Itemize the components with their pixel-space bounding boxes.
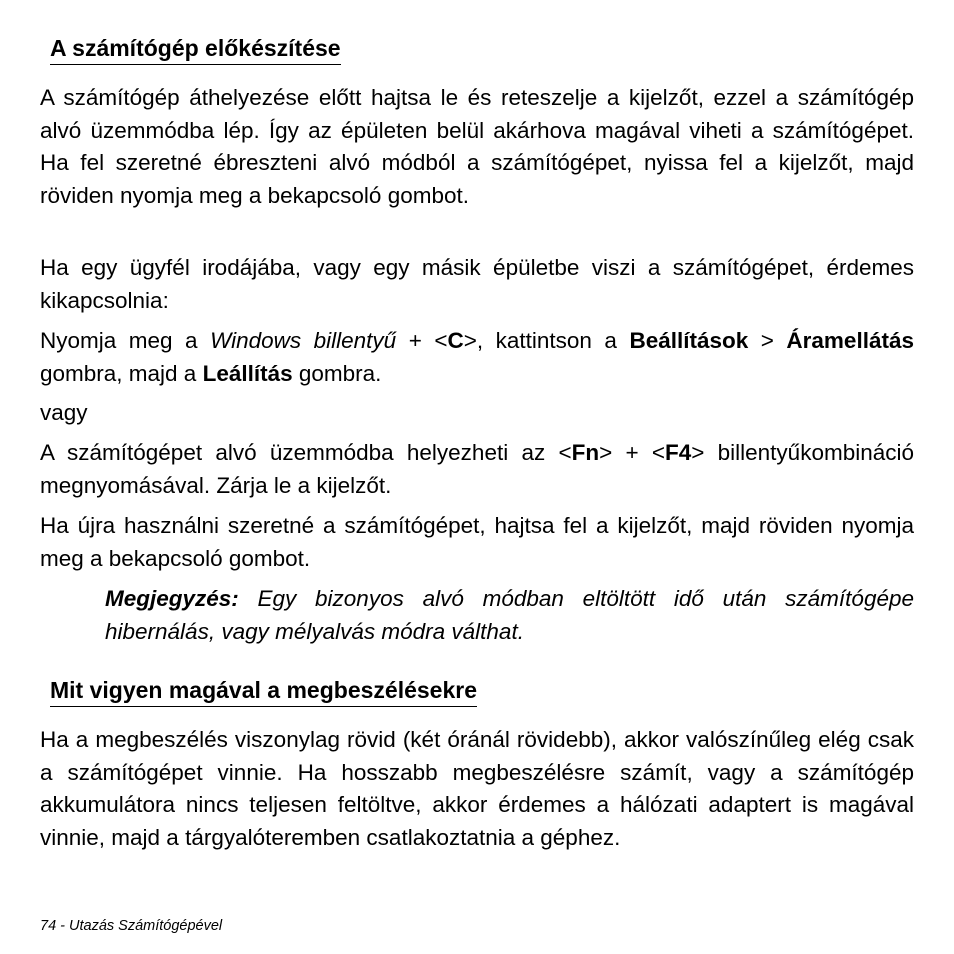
key-c-text: C (447, 328, 464, 353)
text-segment: gombra. (292, 360, 382, 386)
note-text: Egy bizonyos alvó módban eltöltött idő után számítógépe hibernálás, vagy mélyalvás módra válthat. (105, 586, 914, 644)
paragraph-meetings: Ha a megbeszélés viszonylag rövid (két óránál rövidebb), akkor valószínűleg elég csak a számítógépet vinnie. Ha hosszabb megbeszélésre számít, vagy a számítógép akkumulátora nincs teljesen feltöltve, akkor érdemes a hálózati adaptert is magával vinnie, majd a tárgyalóteremben csatlakoztatnia a géphez. (40, 727, 914, 850)
text-segment: > billentyűkombináció megnyomásával. Zárja le a kijelzőt. (40, 440, 915, 498)
paragraph-resume: Ha újra használni szeretné a számítógépet, hajtsa fel a kijelzőt, majd röviden nyomja meg a bekapcsoló gombot. (40, 513, 914, 571)
shutdown-text: Leállítás (202, 360, 293, 386)
section-title-meetings: Mit vigyen magával a megbeszélésekre (50, 676, 477, 707)
paragraph-shutdown-steps (40, 325, 914, 390)
note-label: Megjegyzés: (105, 586, 239, 611)
windows-key-text: Windows billentyű (210, 328, 397, 353)
text-segment: >, kattintson a (463, 328, 630, 353)
paragraph-move-computer: A számítógép áthelyezése előtt hajtsa le és reteszelje a kijelzőt, ezzel a számítógép alvó üzemmódba lép. Így az épületen belül akárhova magával viheti a számítógépet. Ha fel szeretné ébreszteni alvó módból a számítógépet, nyissa fel a kijelzőt, majd röviden nyomja meg a bekapcsoló gombot. (40, 85, 914, 208)
text-segment: Nyomja meg a (40, 328, 211, 353)
power-text: Áramellátás (786, 328, 914, 353)
text-segment: > (748, 328, 787, 353)
note-box (105, 583, 914, 648)
key-f4-text: F4 (665, 440, 692, 465)
section-title-preparing-computer: A számítógép előkészítése (50, 34, 341, 65)
page-footer: 74 - Utazás Számítógépével (40, 918, 223, 934)
text-segment: A számítógépet alvó üzemmódba helyezheti az < (40, 440, 572, 465)
document-page (40, 0, 914, 954)
text-segment: > + < (599, 440, 665, 465)
text-segment: gombra, majd a (40, 360, 203, 386)
paragraph-shutdown-intro: Ha egy ügyfél irodájába, vagy egy másik épületbe viszi a számítógépet, érdemes kikapcsolnia: (40, 255, 914, 313)
key-fn-text: Fn (571, 440, 600, 465)
text-segment: + < (396, 328, 448, 353)
settings-text: Beállítások (629, 328, 749, 353)
paragraph-or: vagy (40, 400, 88, 425)
paragraph-sleep-shortcut (40, 437, 914, 502)
